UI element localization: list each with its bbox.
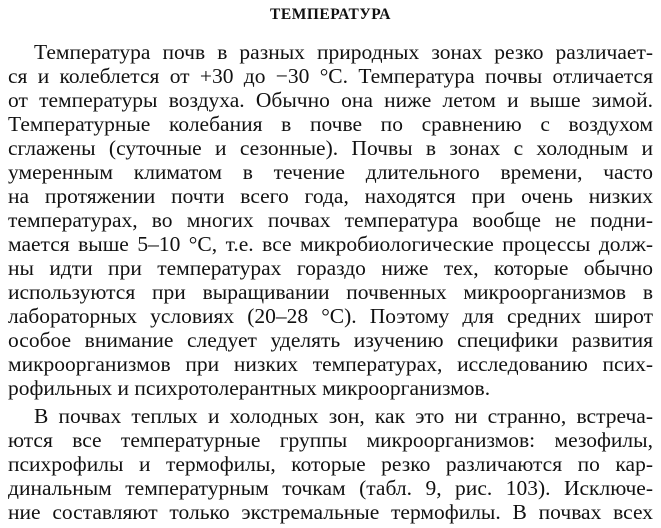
text-line: мается выше 5–10 °С, т.е. все микробиологические процессы долж- xyxy=(8,232,653,256)
text-line: лабораторных условиях (20–28 °С). Поэтому для средних широт xyxy=(8,304,653,328)
text-line: умеренным климатом в течение длительного времени, часто xyxy=(8,160,653,184)
text-line: В почвах теплых и холодных зон, как это ни странно, встреча- xyxy=(34,404,653,428)
text-line: Температура почв в разных природных зонах резко различает- xyxy=(34,40,653,64)
text-line: рофильных и психротолерантных микроорганизмов. xyxy=(8,376,491,400)
text-line: ся и колеблется от +30 до −30 °С. Температура почвы отличается xyxy=(8,64,653,88)
text-line: используются при выращивании почвенных микроорганизмов в xyxy=(8,280,653,304)
text-line: температурах, во многих почвах температура вообще не подни- xyxy=(8,208,653,232)
text-line: на протяжении почти всего года, находятся при очень низких xyxy=(8,184,653,208)
text-line: Температурные колебания в почве по сравнению с воздухом xyxy=(8,112,653,136)
text-line: микроорганизмов при низких температурах, исследованию псих- xyxy=(8,352,653,376)
text-line: от температуры воздуха. Обычно она ниже летом и выше зимой. xyxy=(8,88,653,112)
text-line: ние составляют только экстремальные термофилы. В почвах всех xyxy=(8,500,653,524)
text-line: ются все температурные группы микроорганизмов: мезофилы, xyxy=(8,428,653,452)
section-heading: ТЕМПЕРАТУРА xyxy=(270,6,391,23)
text-line: ны идти при температурах гораздо ниже тех, которые обычно xyxy=(8,256,653,280)
text-line: динальным температурным точкам (табл. 9, рис. 103). Исключе- xyxy=(8,476,653,500)
text-line: сглажены (суточные и сезонные). Почвы в зонах с холодным и xyxy=(8,136,653,160)
text-line: психрофилы и термофилы, которые резко различаются по кар- xyxy=(8,452,653,476)
text-line: особое внимание следует уделять изучению специфики развития xyxy=(8,328,653,352)
